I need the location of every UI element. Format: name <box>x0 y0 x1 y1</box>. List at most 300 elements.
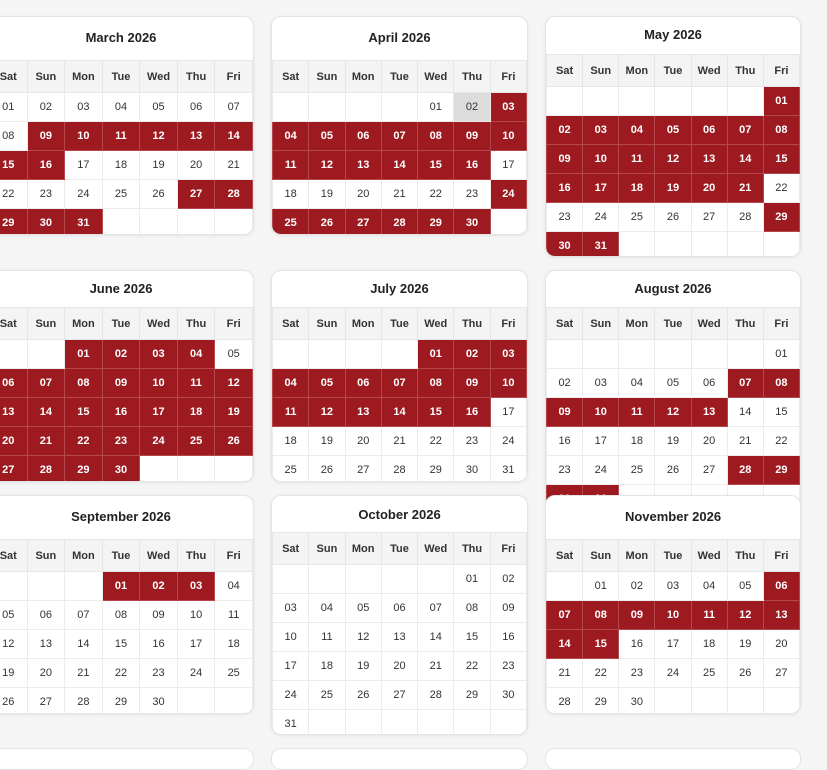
day-cell[interactable]: 04 <box>273 122 309 151</box>
empty-day-cell <box>727 340 763 369</box>
day-cell[interactable]: 30 <box>454 209 490 236</box>
day-cell[interactable]: 19 <box>309 427 345 456</box>
day-cell[interactable]: 04 <box>619 369 655 398</box>
day-cell[interactable]: 12 <box>215 369 253 398</box>
day-cell[interactable]: 09 <box>490 594 526 623</box>
day-cell[interactable]: 08 <box>418 122 454 151</box>
day-cell[interactable]: 03 <box>65 93 103 122</box>
day-cell[interactable]: 01 <box>763 87 799 116</box>
month-title: May 2026 <box>644 27 702 42</box>
day-cell[interactable]: 12 <box>655 398 691 427</box>
day-cell[interactable]: 12 <box>0 630 27 659</box>
day-cell[interactable]: 23 <box>547 456 583 485</box>
day-cell[interactable]: 03 <box>583 369 619 398</box>
day-cell[interactable]: 22 <box>418 180 454 209</box>
day-cell[interactable]: 28 <box>727 203 763 232</box>
day-cell[interactable]: 09 <box>140 601 178 630</box>
day-cell[interactable]: 02 <box>140 572 178 601</box>
day-cell[interactable]: 21 <box>418 652 454 681</box>
day-cell[interactable]: 24 <box>140 427 178 456</box>
day-cell[interactable]: 12 <box>345 623 381 652</box>
day-cell[interactable]: 01 <box>763 340 799 369</box>
day-cell[interactable]: 04 <box>619 116 655 145</box>
day-cell[interactable]: 25 <box>309 681 345 710</box>
day-cell[interactable]: 16 <box>547 427 583 456</box>
day-cell[interactable]: 18 <box>215 630 253 659</box>
day-cell[interactable]: 07 <box>65 601 103 630</box>
weekday-header: Fri <box>490 61 526 93</box>
day-cell[interactable]: 16 <box>619 630 655 659</box>
empty-day-cell <box>619 340 655 369</box>
day-cell[interactable]: 04 <box>177 340 215 369</box>
day-cell[interactable]: 12 <box>655 145 691 174</box>
day-cell[interactable]: 24 <box>177 659 215 688</box>
day-cell[interactable]: 25 <box>273 456 309 483</box>
day-cell[interactable]: 02 <box>619 572 655 601</box>
day-cell[interactable]: 21 <box>547 659 583 688</box>
day-cell[interactable]: 01 <box>418 93 454 122</box>
day-cell[interactable]: 10 <box>655 601 691 630</box>
day-cell[interactable]: 08 <box>102 601 140 630</box>
empty-day-cell <box>490 710 526 736</box>
day-cell[interactable]: 27 <box>0 456 27 483</box>
day-cell[interactable]: 14 <box>547 630 583 659</box>
day-cell[interactable]: 27 <box>27 688 65 715</box>
day-cell[interactable]: 02 <box>454 340 490 369</box>
day-cell[interactable]: 15 <box>763 398 799 427</box>
day-cell[interactable]: 07 <box>215 93 253 122</box>
day-cell[interactable]: 22 <box>65 427 103 456</box>
day-cell[interactable]: 11 <box>177 369 215 398</box>
empty-day-cell <box>309 710 345 736</box>
day-cell[interactable]: 05 <box>215 340 253 369</box>
day-cell[interactable]: 28 <box>547 688 583 715</box>
day-cell[interactable]: 17 <box>490 151 526 180</box>
day-cell[interactable]: 07 <box>27 369 65 398</box>
day-cell[interactable]: 05 <box>655 116 691 145</box>
day-cell[interactable]: 13 <box>691 145 727 174</box>
day-cell[interactable]: 15 <box>583 630 619 659</box>
day-cell[interactable]: 08 <box>763 116 799 145</box>
day-cell[interactable]: 23 <box>490 652 526 681</box>
day-cell[interactable]: 26 <box>345 681 381 710</box>
day-cell[interactable]: 19 <box>215 398 253 427</box>
day-cell[interactable]: 29 <box>763 456 799 485</box>
day-cell[interactable]: 30 <box>102 456 140 483</box>
day-cell[interactable]: 18 <box>619 427 655 456</box>
day-cell[interactable]: 29 <box>454 681 490 710</box>
day-cell[interactable]: 04 <box>215 572 253 601</box>
day-cell[interactable]: 26 <box>0 688 27 715</box>
day-cell[interactable]: 13 <box>381 623 417 652</box>
day-cell[interactable]: 23 <box>454 180 490 209</box>
day-cell[interactable]: 17 <box>583 174 619 203</box>
day-cell[interactable]: 07 <box>381 122 417 151</box>
day-cell[interactable]: 28 <box>65 688 103 715</box>
month-calendar-november-2026 <box>545 495 801 714</box>
day-cell[interactable]: 13 <box>0 398 27 427</box>
day-cell[interactable]: 23 <box>619 659 655 688</box>
day-cell[interactable]: 07 <box>381 369 417 398</box>
day-cell[interactable]: 21 <box>727 174 763 203</box>
day-cell[interactable]: 27 <box>177 180 215 209</box>
weekday-header: Fri <box>763 55 799 87</box>
day-cell[interactable]: 07 <box>547 601 583 630</box>
day-cell[interactable]: 22 <box>583 659 619 688</box>
day-cell[interactable]: 19 <box>140 151 178 180</box>
day-cell[interactable]: 06 <box>27 601 65 630</box>
day-cell[interactable]: 24 <box>490 427 526 456</box>
day-cell[interactable]: 16 <box>102 398 140 427</box>
day-cell[interactable]: 19 <box>655 174 691 203</box>
day-cell[interactable]: 29 <box>583 688 619 715</box>
day-cell[interactable]: 12 <box>309 151 345 180</box>
day-cell[interactable]: 04 <box>273 369 309 398</box>
day-cell[interactable]: 27 <box>691 203 727 232</box>
day-cell[interactable]: 20 <box>763 630 799 659</box>
day-cell[interactable]: 23 <box>140 659 178 688</box>
day-cell[interactable]: 17 <box>273 652 309 681</box>
day-cell[interactable]: 19 <box>727 630 763 659</box>
day-cell[interactable]: 09 <box>102 369 140 398</box>
day-cell[interactable]: 03 <box>490 93 526 122</box>
day-cell[interactable]: 18 <box>619 174 655 203</box>
day-cell[interactable]: 27 <box>691 456 727 485</box>
day-cell[interactable]: 17 <box>65 151 103 180</box>
empty-day-cell <box>345 565 381 594</box>
weekday-header: Wed <box>418 308 454 340</box>
day-cell[interactable]: 27 <box>345 456 381 483</box>
day-cell[interactable]: 19 <box>309 180 345 209</box>
day-cell[interactable]: 02 <box>27 93 65 122</box>
day-cell[interactable]: 09 <box>547 398 583 427</box>
day-cell[interactable]: 12 <box>309 398 345 427</box>
day-cell[interactable]: 12 <box>727 601 763 630</box>
day-cell[interactable]: 13 <box>345 398 381 427</box>
day-cell[interactable]: 09 <box>547 145 583 174</box>
day-cell[interactable]: 20 <box>345 427 381 456</box>
day-cell[interactable]: 16 <box>140 630 178 659</box>
day-cell[interactable]: 17 <box>140 398 178 427</box>
month-day-grid <box>546 539 800 714</box>
day-cell[interactable]: 25 <box>102 180 140 209</box>
day-cell[interactable]: 11 <box>273 398 309 427</box>
day-cell[interactable]: 05 <box>655 369 691 398</box>
day-cell[interactable]: 30 <box>619 688 655 715</box>
day-cell[interactable]: 18 <box>273 427 309 456</box>
day-cell[interactable]: 11 <box>215 601 253 630</box>
day-cell[interactable]: 11 <box>309 623 345 652</box>
day-cell[interactable]: 03 <box>490 340 526 369</box>
day-cell[interactable]: 17 <box>490 398 526 427</box>
day-cell[interactable]: 14 <box>381 151 417 180</box>
day-cell[interactable]: 14 <box>65 630 103 659</box>
day-cell[interactable]: 20 <box>691 174 727 203</box>
day-cell[interactable]: 14 <box>418 623 454 652</box>
day-cell[interactable]: 03 <box>583 116 619 145</box>
day-cell[interactable]: 09 <box>454 122 490 151</box>
day-cell[interactable]: 21 <box>727 427 763 456</box>
day-cell[interactable]: 23 <box>102 427 140 456</box>
day-cell[interactable]: 28 <box>381 209 417 236</box>
day-cell[interactable]: 22 <box>763 174 799 203</box>
day-cell[interactable]: 02 <box>102 340 140 369</box>
day-cell[interactable]: 30 <box>27 209 65 236</box>
day-cell[interactable]: 24 <box>655 659 691 688</box>
day-cell[interactable]: 29 <box>763 203 799 232</box>
day-cell[interactable]: 05 <box>140 93 178 122</box>
day-cell[interactable]: 04 <box>309 594 345 623</box>
empty-day-cell <box>102 209 140 236</box>
day-cell[interactable]: 25 <box>215 659 253 688</box>
day-cell[interactable]: 11 <box>619 145 655 174</box>
day-cell[interactable]: 04 <box>102 93 140 122</box>
day-cell[interactable]: 31 <box>273 710 309 736</box>
day-cell[interactable]: 07 <box>727 116 763 145</box>
day-cell[interactable]: 14 <box>727 398 763 427</box>
day-cell[interactable]: 10 <box>177 601 215 630</box>
day-cell[interactable]: 15 <box>418 151 454 180</box>
day-cell[interactable]: 26 <box>215 427 253 456</box>
day-cell[interactable]: 23 <box>27 180 65 209</box>
day-cell[interactable]: 15 <box>418 398 454 427</box>
day-cell[interactable]: 08 <box>763 369 799 398</box>
day-cell[interactable]: 07 <box>727 369 763 398</box>
day-cell[interactable]: 19 <box>345 652 381 681</box>
empty-day-cell <box>619 232 655 258</box>
day-cell[interactable]: 10 <box>490 122 526 151</box>
month-title: September 2026 <box>71 509 171 524</box>
weekday-header: Tue <box>381 308 417 340</box>
empty-day-cell <box>490 209 526 236</box>
day-cell[interactable]: 10 <box>65 122 103 151</box>
day-cell[interactable]: 01 <box>454 565 490 594</box>
day-cell[interactable]: 21 <box>27 427 65 456</box>
day-cell[interactable]: 21 <box>215 151 253 180</box>
day-cell[interactable]: 20 <box>177 151 215 180</box>
day-cell[interactable]: 24 <box>65 180 103 209</box>
day-cell[interactable]: 11 <box>691 601 727 630</box>
day-cell[interactable]: 03 <box>655 572 691 601</box>
day-cell[interactable]: 31 <box>490 456 526 483</box>
day-cell[interactable]: 24 <box>273 681 309 710</box>
day-cell[interactable]: 27 <box>763 659 799 688</box>
day-cell[interactable]: 06 <box>345 122 381 151</box>
day-cell[interactable]: 23 <box>454 427 490 456</box>
day-cell[interactable]: 25 <box>619 203 655 232</box>
empty-day-cell <box>418 710 454 736</box>
day-cell[interactable]: 06 <box>177 93 215 122</box>
day-cell[interactable]: 04 <box>691 572 727 601</box>
day-cell[interactable]: 26 <box>309 456 345 483</box>
day-cell[interactable]: 22 <box>454 652 490 681</box>
day-cell[interactable]: 21 <box>65 659 103 688</box>
day-cell[interactable]: 19 <box>0 659 27 688</box>
day-cell[interactable]: 25 <box>177 427 215 456</box>
day-cell[interactable]: 18 <box>102 151 140 180</box>
month-calendar-march-2026 <box>0 16 254 235</box>
day-cell[interactable]: 05 <box>309 122 345 151</box>
empty-day-cell <box>27 572 65 601</box>
day-cell[interactable]: 15 <box>454 623 490 652</box>
day-cell[interactable]: 08 <box>65 369 103 398</box>
day-cell[interactable]: 06 <box>381 594 417 623</box>
day-cell[interactable]: 17 <box>583 427 619 456</box>
day-cell[interactable]: 08 <box>583 601 619 630</box>
day-cell[interactable]: 03 <box>177 572 215 601</box>
day-cell[interactable]: 20 <box>27 659 65 688</box>
day-cell[interactable]: 10 <box>583 398 619 427</box>
day-cell[interactable]: 29 <box>418 456 454 483</box>
day-cell[interactable]: 15 <box>65 398 103 427</box>
day-cell[interactable]: 03 <box>273 594 309 623</box>
month-title: November 2026 <box>624 509 722 524</box>
day-cell[interactable]: 10 <box>490 369 526 398</box>
day-cell[interactable]: 19 <box>655 427 691 456</box>
day-cell[interactable]: 24 <box>490 180 526 209</box>
day-cell[interactable]: 15 <box>763 145 799 174</box>
day-cell[interactable]: 01 <box>0 93 27 122</box>
day-cell[interactable]: 31 <box>65 209 103 236</box>
empty-day-cell <box>381 340 417 369</box>
day-cell[interactable]: 29 <box>102 688 140 715</box>
day-cell[interactable]: 02 <box>547 116 583 145</box>
day-cell[interactable]: 02 <box>454 93 490 122</box>
day-cell[interactable]: 05 <box>0 601 27 630</box>
day-cell[interactable]: 22 <box>418 427 454 456</box>
day-cell[interactable]: 29 <box>418 209 454 236</box>
day-cell[interactable]: 22 <box>763 427 799 456</box>
day-cell[interactable]: 09 <box>454 369 490 398</box>
day-cell[interactable]: 11 <box>102 122 140 151</box>
day-cell[interactable]: 10 <box>140 369 178 398</box>
empty-day-cell <box>309 340 345 369</box>
day-cell[interactable]: 27 <box>345 209 381 236</box>
day-cell[interactable]: 26 <box>655 456 691 485</box>
day-cell[interactable]: 18 <box>177 398 215 427</box>
day-cell[interactable]: 01 <box>102 572 140 601</box>
day-cell[interactable]: 20 <box>381 652 417 681</box>
day-cell[interactable]: 13 <box>27 630 65 659</box>
day-cell[interactable]: 24 <box>583 456 619 485</box>
day-cell[interactable]: 26 <box>140 180 178 209</box>
day-cell[interactable]: 30 <box>140 688 178 715</box>
day-cell[interactable]: 28 <box>727 456 763 485</box>
day-cell[interactable]: 16 <box>454 151 490 180</box>
day-cell[interactable]: 23 <box>547 203 583 232</box>
day-cell[interactable]: 21 <box>381 427 417 456</box>
month-day-grid <box>272 532 527 735</box>
day-cell[interactable]: 14 <box>381 398 417 427</box>
day-cell[interactable]: 15 <box>102 630 140 659</box>
day-cell[interactable]: 13 <box>177 122 215 151</box>
day-cell[interactable]: 13 <box>691 398 727 427</box>
day-cell[interactable]: 10 <box>583 145 619 174</box>
weekday-header: Sat <box>273 61 309 93</box>
day-cell[interactable]: 16 <box>454 398 490 427</box>
day-cell[interactable]: 01 <box>583 572 619 601</box>
day-cell[interactable]: 22 <box>0 180 27 209</box>
day-cell[interactable]: 27 <box>381 681 417 710</box>
day-cell[interactable]: 29 <box>65 456 103 483</box>
day-cell[interactable]: 08 <box>454 594 490 623</box>
day-cell[interactable]: 15 <box>0 151 27 180</box>
day-cell[interactable]: 05 <box>345 594 381 623</box>
day-cell[interactable]: 18 <box>691 630 727 659</box>
day-cell[interactable]: 26 <box>309 209 345 236</box>
day-cell[interactable]: 28 <box>381 456 417 483</box>
day-cell[interactable]: 18 <box>273 180 309 209</box>
day-cell[interactable]: 28 <box>418 681 454 710</box>
empty-day-cell <box>215 456 253 483</box>
day-cell[interactable]: 01 <box>418 340 454 369</box>
day-cell[interactable]: 06 <box>0 369 27 398</box>
day-cell[interactable]: 14 <box>27 398 65 427</box>
day-cell[interactable]: 25 <box>619 456 655 485</box>
day-cell[interactable]: 10 <box>273 623 309 652</box>
day-cell[interactable]: 21 <box>381 180 417 209</box>
day-cell[interactable]: 20 <box>0 427 27 456</box>
day-cell[interactable]: 30 <box>454 456 490 483</box>
day-cell[interactable]: 31 <box>583 232 619 258</box>
day-cell[interactable]: 30 <box>547 232 583 258</box>
day-cell[interactable]: 05 <box>727 572 763 601</box>
day-cell[interactable]: 25 <box>691 659 727 688</box>
day-cell[interactable]: 06 <box>691 116 727 145</box>
day-cell[interactable]: 30 <box>490 681 526 710</box>
weekday-header: Sun <box>27 308 65 340</box>
day-cell[interactable]: 26 <box>727 659 763 688</box>
day-cell[interactable]: 16 <box>547 174 583 203</box>
day-cell[interactable]: 08 <box>0 122 27 151</box>
day-cell[interactable]: 26 <box>655 203 691 232</box>
day-cell[interactable]: 07 <box>418 594 454 623</box>
day-cell[interactable]: 16 <box>27 151 65 180</box>
day-cell[interactable]: 11 <box>619 398 655 427</box>
day-cell[interactable]: 24 <box>583 203 619 232</box>
day-cell[interactable]: 18 <box>309 652 345 681</box>
day-cell[interactable]: 08 <box>418 369 454 398</box>
day-cell[interactable]: 28 <box>215 180 253 209</box>
day-cell[interactable]: 02 <box>547 369 583 398</box>
day-cell[interactable]: 06 <box>345 369 381 398</box>
day-cell[interactable]: 22 <box>102 659 140 688</box>
day-cell[interactable]: 14 <box>215 122 253 151</box>
day-cell[interactable]: 06 <box>691 369 727 398</box>
day-cell[interactable]: 13 <box>763 601 799 630</box>
day-cell[interactable]: 14 <box>727 145 763 174</box>
day-cell[interactable]: 02 <box>490 565 526 594</box>
day-cell[interactable]: 03 <box>140 340 178 369</box>
day-cell[interactable]: 06 <box>763 572 799 601</box>
day-cell[interactable]: 11 <box>273 151 309 180</box>
day-cell[interactable]: 09 <box>27 122 65 151</box>
day-cell[interactable]: 12 <box>140 122 178 151</box>
day-cell[interactable]: 09 <box>619 601 655 630</box>
day-cell[interactable]: 28 <box>27 456 65 483</box>
day-cell[interactable]: 29 <box>0 209 27 236</box>
day-cell[interactable]: 16 <box>490 623 526 652</box>
day-cell[interactable]: 13 <box>345 151 381 180</box>
day-cell[interactable]: 20 <box>345 180 381 209</box>
day-cell[interactable]: 17 <box>177 630 215 659</box>
day-cell[interactable]: 20 <box>691 427 727 456</box>
day-cell[interactable]: 01 <box>65 340 103 369</box>
day-cell[interactable]: 25 <box>273 209 309 236</box>
day-cell[interactable]: 17 <box>655 630 691 659</box>
next-calendar-card-partial <box>545 748 801 770</box>
day-cell[interactable]: 05 <box>309 369 345 398</box>
